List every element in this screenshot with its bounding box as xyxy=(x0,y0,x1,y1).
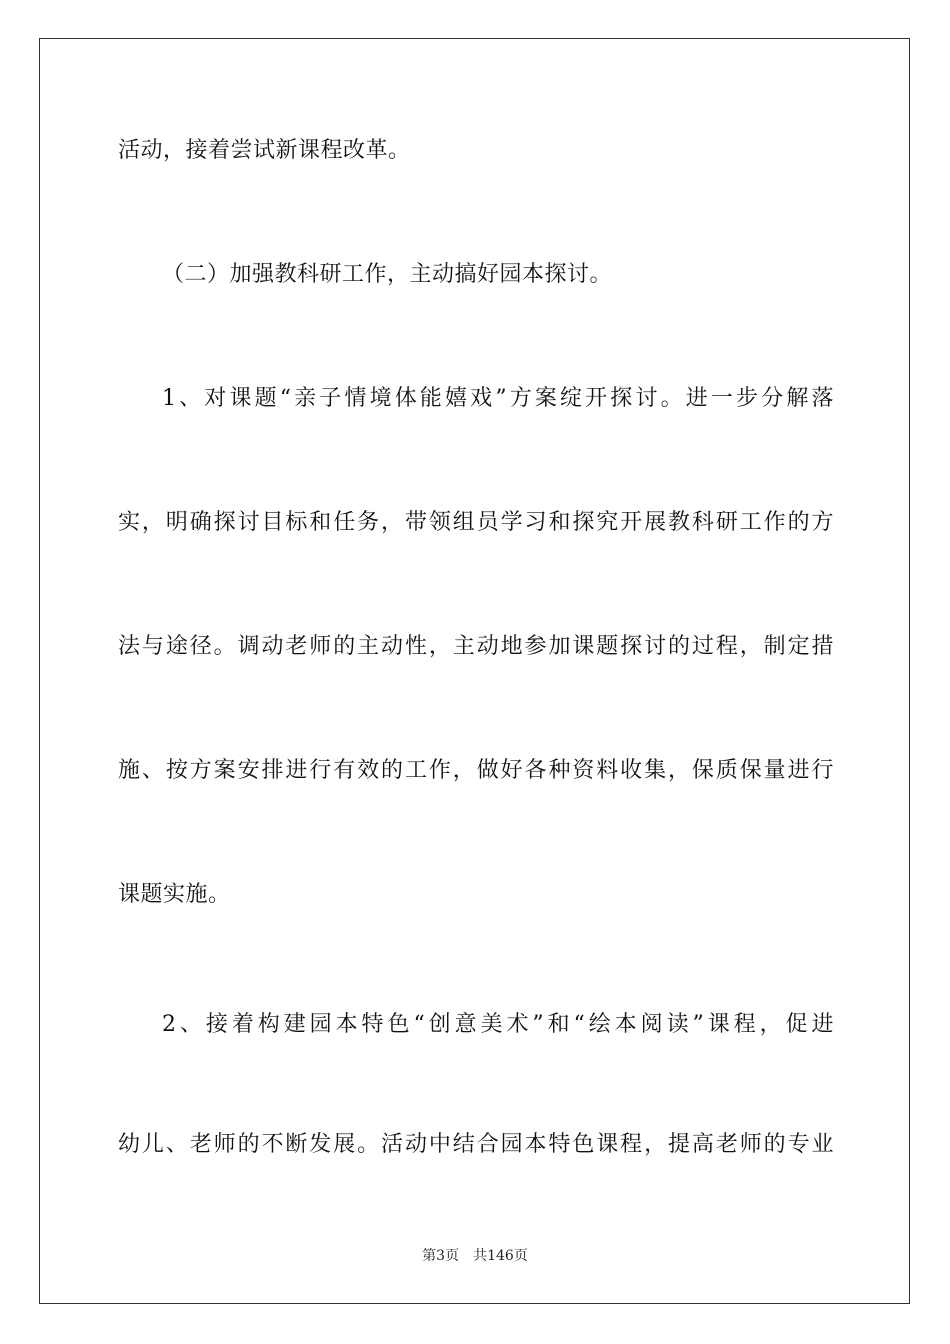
page-total: 共146页 xyxy=(473,1248,528,1264)
page-frame xyxy=(39,38,910,1304)
paragraph-line: 活动，接着尝试新课程改革。 xyxy=(118,138,411,163)
section-heading: （二）加强教科研工作，主动搞好园本探讨。 xyxy=(162,262,613,287)
paragraph-line: 施、按方案安排进行有效的工作，做好各种资料收集，保质保量进行 xyxy=(118,758,834,783)
paragraph-line: 1、对课题“亲子情境体能嬉戏”方案绽开探讨。进一步分解落 xyxy=(162,386,834,411)
page-number: 第3页 xyxy=(422,1248,460,1264)
page-footer xyxy=(0,1246,950,1266)
paragraph-line: 2、接着构建园本特色“创意美术”和“绘本阅读”课程，促进 xyxy=(162,1012,834,1037)
paragraph-line: 幼儿、老师的不断发展。活动中结合园本特色课程，提高老师的专业 xyxy=(118,1132,834,1157)
paragraph-line: 课题实施。 xyxy=(118,882,231,907)
paragraph-line: 法与途径。调动老师的主动性，主动地参加课题探讨的过程，制定措 xyxy=(118,634,834,659)
paragraph-line: 实，明确探讨目标和任务，带领组员学习和探究开展教科研工作的方 xyxy=(118,510,834,535)
